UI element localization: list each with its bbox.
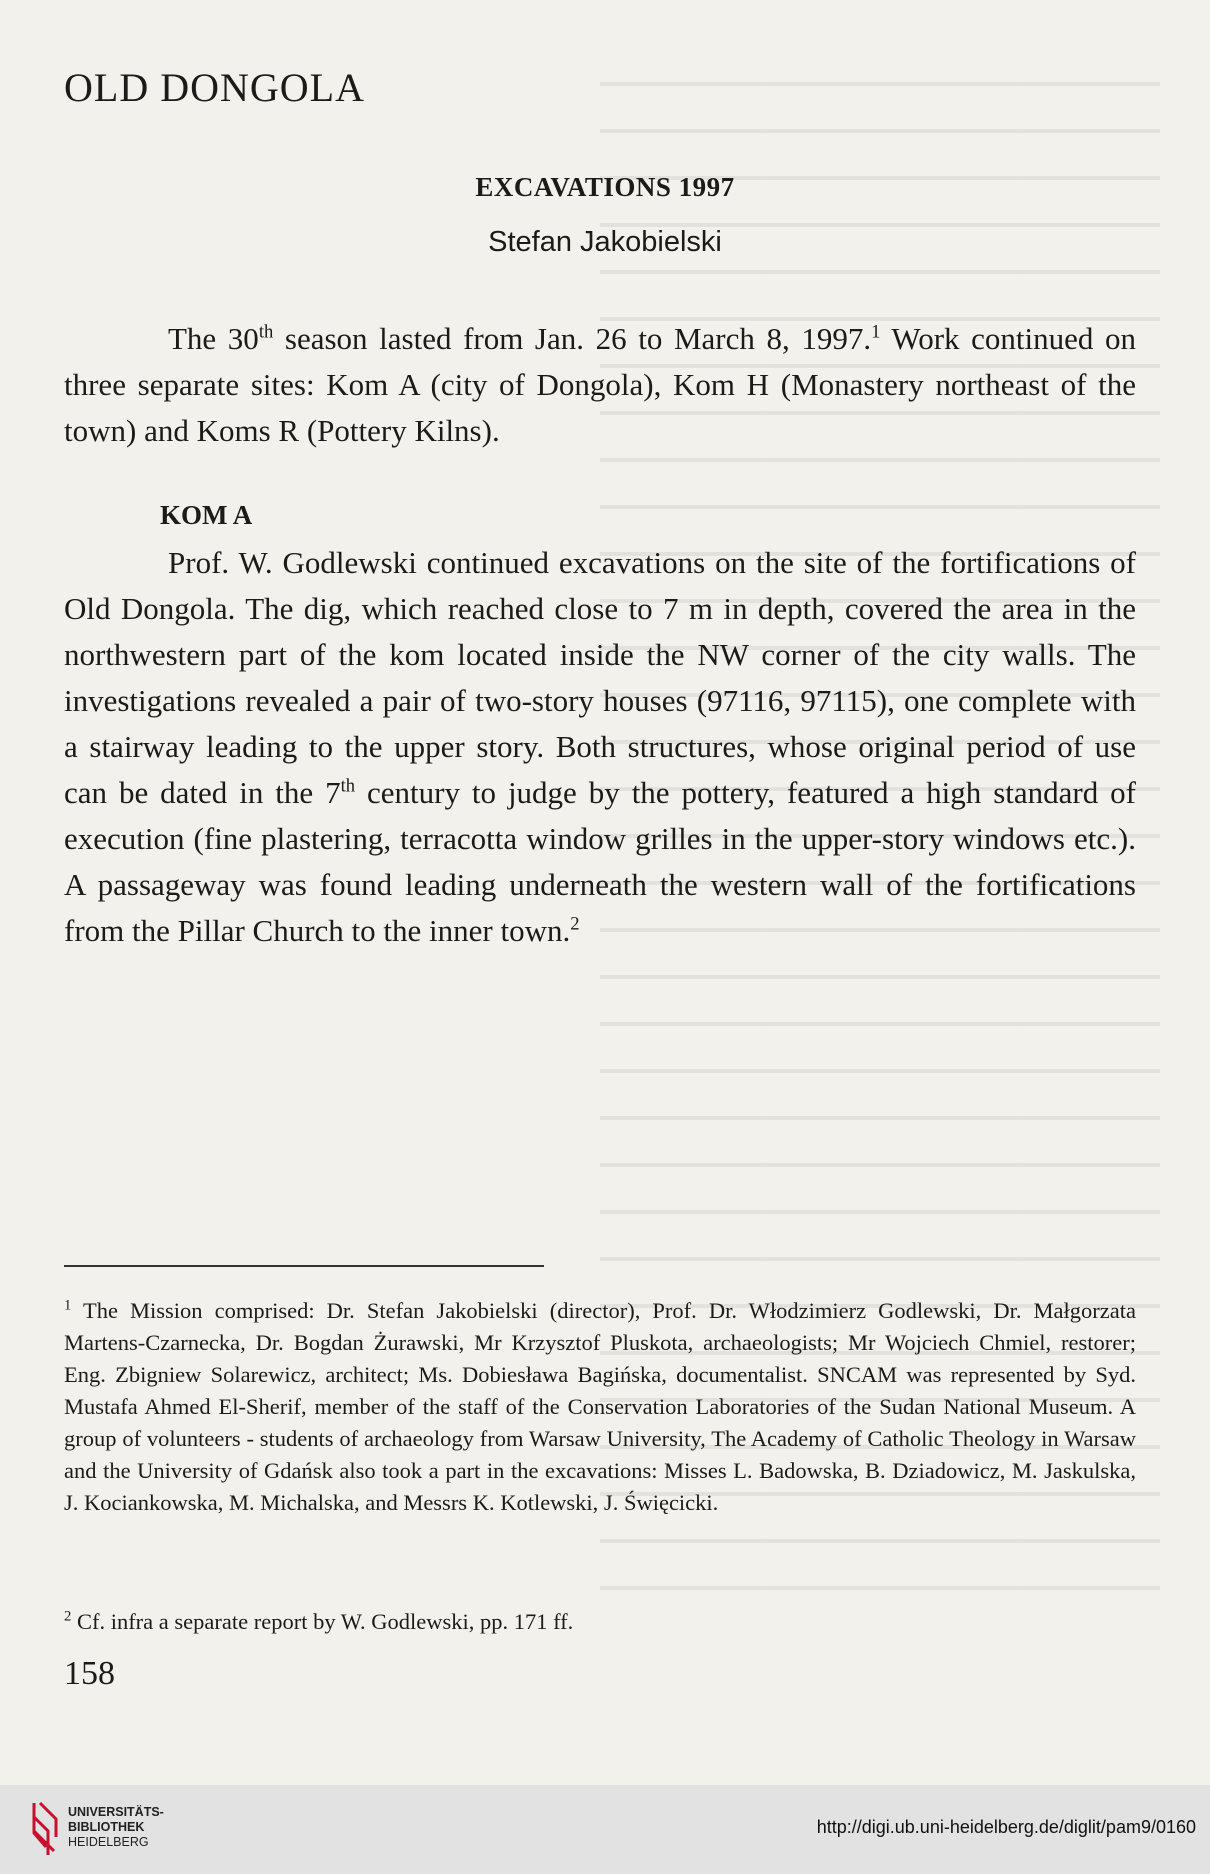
footnote-ref-2[interactable]: 2 — [570, 913, 580, 935]
article-title: EXCAVATIONS 1997 — [475, 172, 735, 202]
footnote-text: Cf. infra a separate report by W. Godlewski, pp. 171 ff. — [71, 1609, 574, 1634]
footnote-1 — [64, 1295, 1136, 1519]
footnote-divider — [64, 1265, 544, 1267]
article-author: Stefan Jakobielski — [488, 226, 722, 258]
digitization-footer — [0, 1785, 1210, 1874]
intro-text-c: Work continued on three separate sites: Kom A (city of Dongola), Kom H (Monastery northeast of the town) and Koms R (Pottery Kilns). — [64, 321, 1136, 448]
section-heading: KOM A — [160, 500, 253, 530]
footnote-number: 2 — [64, 1608, 72, 1625]
intro-text-b: season lasted from Jan. 26 to March 8, 1997. — [273, 321, 872, 356]
footnote-2 — [64, 1606, 1136, 1638]
intro-text-a: The 30 — [168, 321, 259, 356]
ordinal-suffix: th — [340, 775, 356, 797]
university-library-logo-icon[interactable] — [30, 1797, 60, 1863]
section-text-a: Prof. W. Godlewski continued excavations on the site of the fortifications of Old Dongola. The dig, which reached close to 7 m in depth, covered the area in the northwestern part of the kom located inside the NW corner of the city walls. The investigations revealed a pair of two-story houses (97116, 97115), one complete with a stairway leading to the upper story. Both structures, whose original period of use can be dated in the 7 — [64, 545, 1136, 810]
library-name-line: BIBLIOTHEK — [68, 1820, 145, 1834]
ordinal-suffix: th — [258, 321, 274, 343]
library-name-line: UNIVERSITÄTS- — [68, 1805, 164, 1819]
footnote-ref-1[interactable]: 1 — [871, 321, 881, 343]
footnote-text: The Mission comprised: Dr. Stefan Jakobielski (director), Prof. Dr. Włodzimierz Godlewski, Dr. Małgorzata Martens-Czarnecka, Dr. Bogdan Żurawski, Mr Krzysztof Pluskota, archaeologists; Mr Wojciech Chmiel, restorer; Eng. Zbigniew Solarewicz, architect; Ms. Dobiesława Bagińska, documentalist. SNCAM was represented by Syd. Mustafa Ahmed El-Sherif, member of the staff of the Conservation Laboratories of the Sudan National Museum. A group of volunteers - students of archaeology from Warsaw University, The Academy of Catholic Theology in Warsaw and the University of Gdańsk also took a part in the excavations: Misses L. Badowska, B. Dziadowicz, M. Jaskulska, J. Kociankowska, M. Michalska, and Messrs K. Kotlewski, J. Święcicki. — [64, 1298, 1136, 1515]
footnote-number: 1 — [64, 1297, 72, 1314]
source-url-link[interactable]: http://digi.ub.uni-heidelberg.de/diglit/pam9/0160 — [816, 1817, 1196, 1837]
page-number: 158 — [64, 1655, 115, 1692]
section-text-b: century to judge by the pottery, featured a high standard of execution (fine plastering, terracotta window grilles in the upper-story windows etc.). A passageway was found leading underneath the western wall of the fortifications from the Pillar Church to the inner town. — [64, 775, 1136, 948]
library-name[interactable] — [68, 1805, 164, 1850]
library-name-line: HEIDELBERG — [68, 1835, 149, 1849]
page-title: OLD DONGOLA — [64, 65, 365, 110]
intro-paragraph — [64, 316, 1136, 454]
section-paragraph — [64, 540, 1136, 954]
